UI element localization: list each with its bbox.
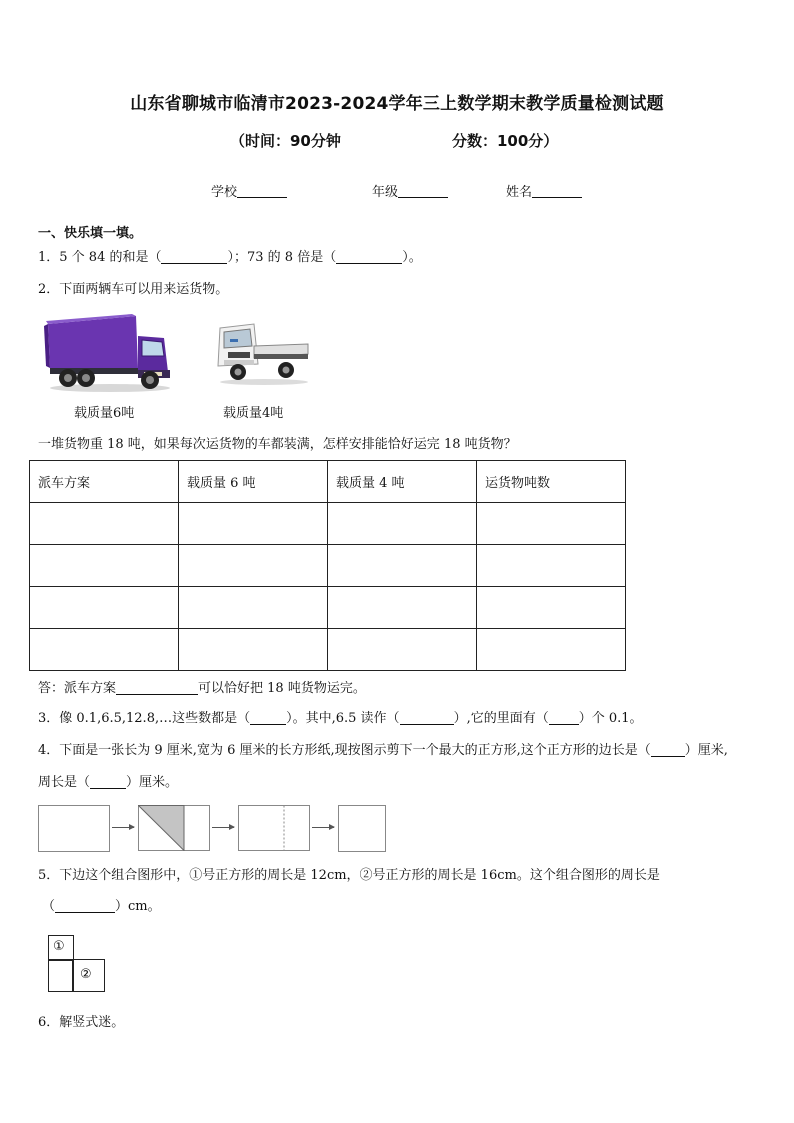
table-cell[interactable] bbox=[328, 587, 477, 629]
school-label: 学校 bbox=[211, 185, 238, 200]
q5-blank[interactable] bbox=[55, 899, 115, 913]
table-cell[interactable] bbox=[477, 587, 626, 629]
grade-label: 年级 bbox=[372, 185, 399, 200]
table-cell[interactable] bbox=[477, 629, 626, 671]
dispatch-plan-table bbox=[29, 460, 626, 671]
square-2-left-part bbox=[48, 959, 74, 992]
table-cell[interactable] bbox=[30, 629, 179, 671]
grade-field[interactable] bbox=[372, 181, 448, 200]
name-blank[interactable] bbox=[532, 183, 582, 198]
table-row bbox=[30, 629, 626, 671]
exam-score: 分数：100分） bbox=[452, 132, 559, 150]
question-4-line-1: 4．下面是一张长为 9 厘米,宽为 6 厘米的长方形纸,现按图示剪下一个最大的正方形,这个正方形的边长是（ ）厘米, bbox=[38, 743, 728, 758]
table-header-cell: 运货物吨数 bbox=[477, 461, 626, 503]
square-1-label: ① bbox=[53, 939, 65, 954]
truck-1-label: 载质量6吨 bbox=[74, 406, 135, 421]
table-row bbox=[30, 503, 626, 545]
question-6: 6．解竖式迷。 bbox=[38, 1015, 125, 1030]
question-2-text: 一堆货物重 18 吨，如果每次运货物的车都装满，怎样安排能恰好运完 18 吨货物？ bbox=[38, 437, 517, 452]
section-heading: 一、快乐填一填。 bbox=[38, 226, 143, 241]
q3-blank-1[interactable] bbox=[250, 711, 286, 725]
table-row bbox=[30, 545, 626, 587]
q3-blank-2[interactable] bbox=[400, 711, 454, 725]
table-cell[interactable] bbox=[328, 629, 477, 671]
table-cell[interactable] bbox=[328, 545, 477, 587]
table-header-row bbox=[30, 461, 626, 503]
flatbed-truck-image bbox=[214, 318, 312, 386]
dashed-cut-shape bbox=[238, 805, 310, 851]
page-title: 山东省聊城市临清市2023-2024学年三上数学期末教学质量检测试题 bbox=[130, 94, 664, 114]
table-cell[interactable] bbox=[477, 503, 626, 545]
table-cell[interactable] bbox=[30, 503, 179, 545]
exam-time: （时间：90分钟 bbox=[230, 132, 341, 150]
question-5-line-2: （ ）cm。 bbox=[42, 899, 161, 914]
q2-answer-blank[interactable] bbox=[116, 681, 198, 695]
grade-blank[interactable] bbox=[398, 183, 448, 198]
box-truck-image bbox=[40, 312, 172, 392]
school-blank[interactable] bbox=[237, 183, 287, 198]
q4-blank-1[interactable] bbox=[651, 743, 685, 757]
table-cell[interactable] bbox=[179, 629, 328, 671]
rectangle-paper bbox=[38, 805, 110, 852]
question-1: 1．5 个 84 的和是（ ）；73 的 8 倍是（ ）。 bbox=[38, 250, 422, 265]
table-header-cell: 载质量 4 吨 bbox=[328, 461, 477, 503]
square-2-label: ② bbox=[80, 967, 92, 982]
question-4-line-2: 周长是（ ）厘米。 bbox=[38, 775, 179, 790]
table-cell[interactable] bbox=[30, 545, 179, 587]
arrow-icon bbox=[212, 827, 234, 828]
q4-blank-2[interactable] bbox=[90, 775, 126, 789]
result-square bbox=[338, 805, 386, 852]
question-5-line-1: 5．下边这个组合图形中，①号正方形的周长是 12cm，②号正方形的周长是 16cm。这个组合图形的周长是 bbox=[38, 868, 660, 883]
question-3: 3．像 0.1,6.5,12.8,…这些数都是（ ）。其中,6.5 读作（ ）,它的里面有（ ）个 0.1。 bbox=[38, 711, 643, 726]
table-cell[interactable] bbox=[328, 503, 477, 545]
arrow-icon bbox=[112, 827, 134, 828]
arrow-icon bbox=[312, 827, 334, 828]
folded-paper-shape bbox=[138, 805, 210, 851]
table-cell[interactable] bbox=[179, 503, 328, 545]
table-header-cell: 载质量 6 吨 bbox=[179, 461, 328, 503]
name-field[interactable] bbox=[506, 181, 582, 200]
table-cell[interactable] bbox=[179, 545, 328, 587]
table-cell[interactable] bbox=[477, 545, 626, 587]
q1-blank-2[interactable] bbox=[336, 250, 402, 264]
truck-2-label: 载质量4吨 bbox=[223, 406, 284, 421]
table-cell[interactable] bbox=[179, 587, 328, 629]
table-cell[interactable] bbox=[30, 587, 179, 629]
q3-blank-3[interactable] bbox=[549, 711, 579, 725]
name-label: 姓名 bbox=[506, 185, 533, 200]
question-2-answer: 答：派车方案 可以恰好把 18 吨货物运完。 bbox=[38, 681, 366, 696]
table-header-cell: 派车方案 bbox=[30, 461, 179, 503]
school-field[interactable] bbox=[211, 181, 287, 200]
q1-blank-1[interactable] bbox=[161, 250, 227, 264]
table-row bbox=[30, 587, 626, 629]
question-2-intro: 2．下面两辆车可以用来运货物。 bbox=[38, 282, 229, 297]
